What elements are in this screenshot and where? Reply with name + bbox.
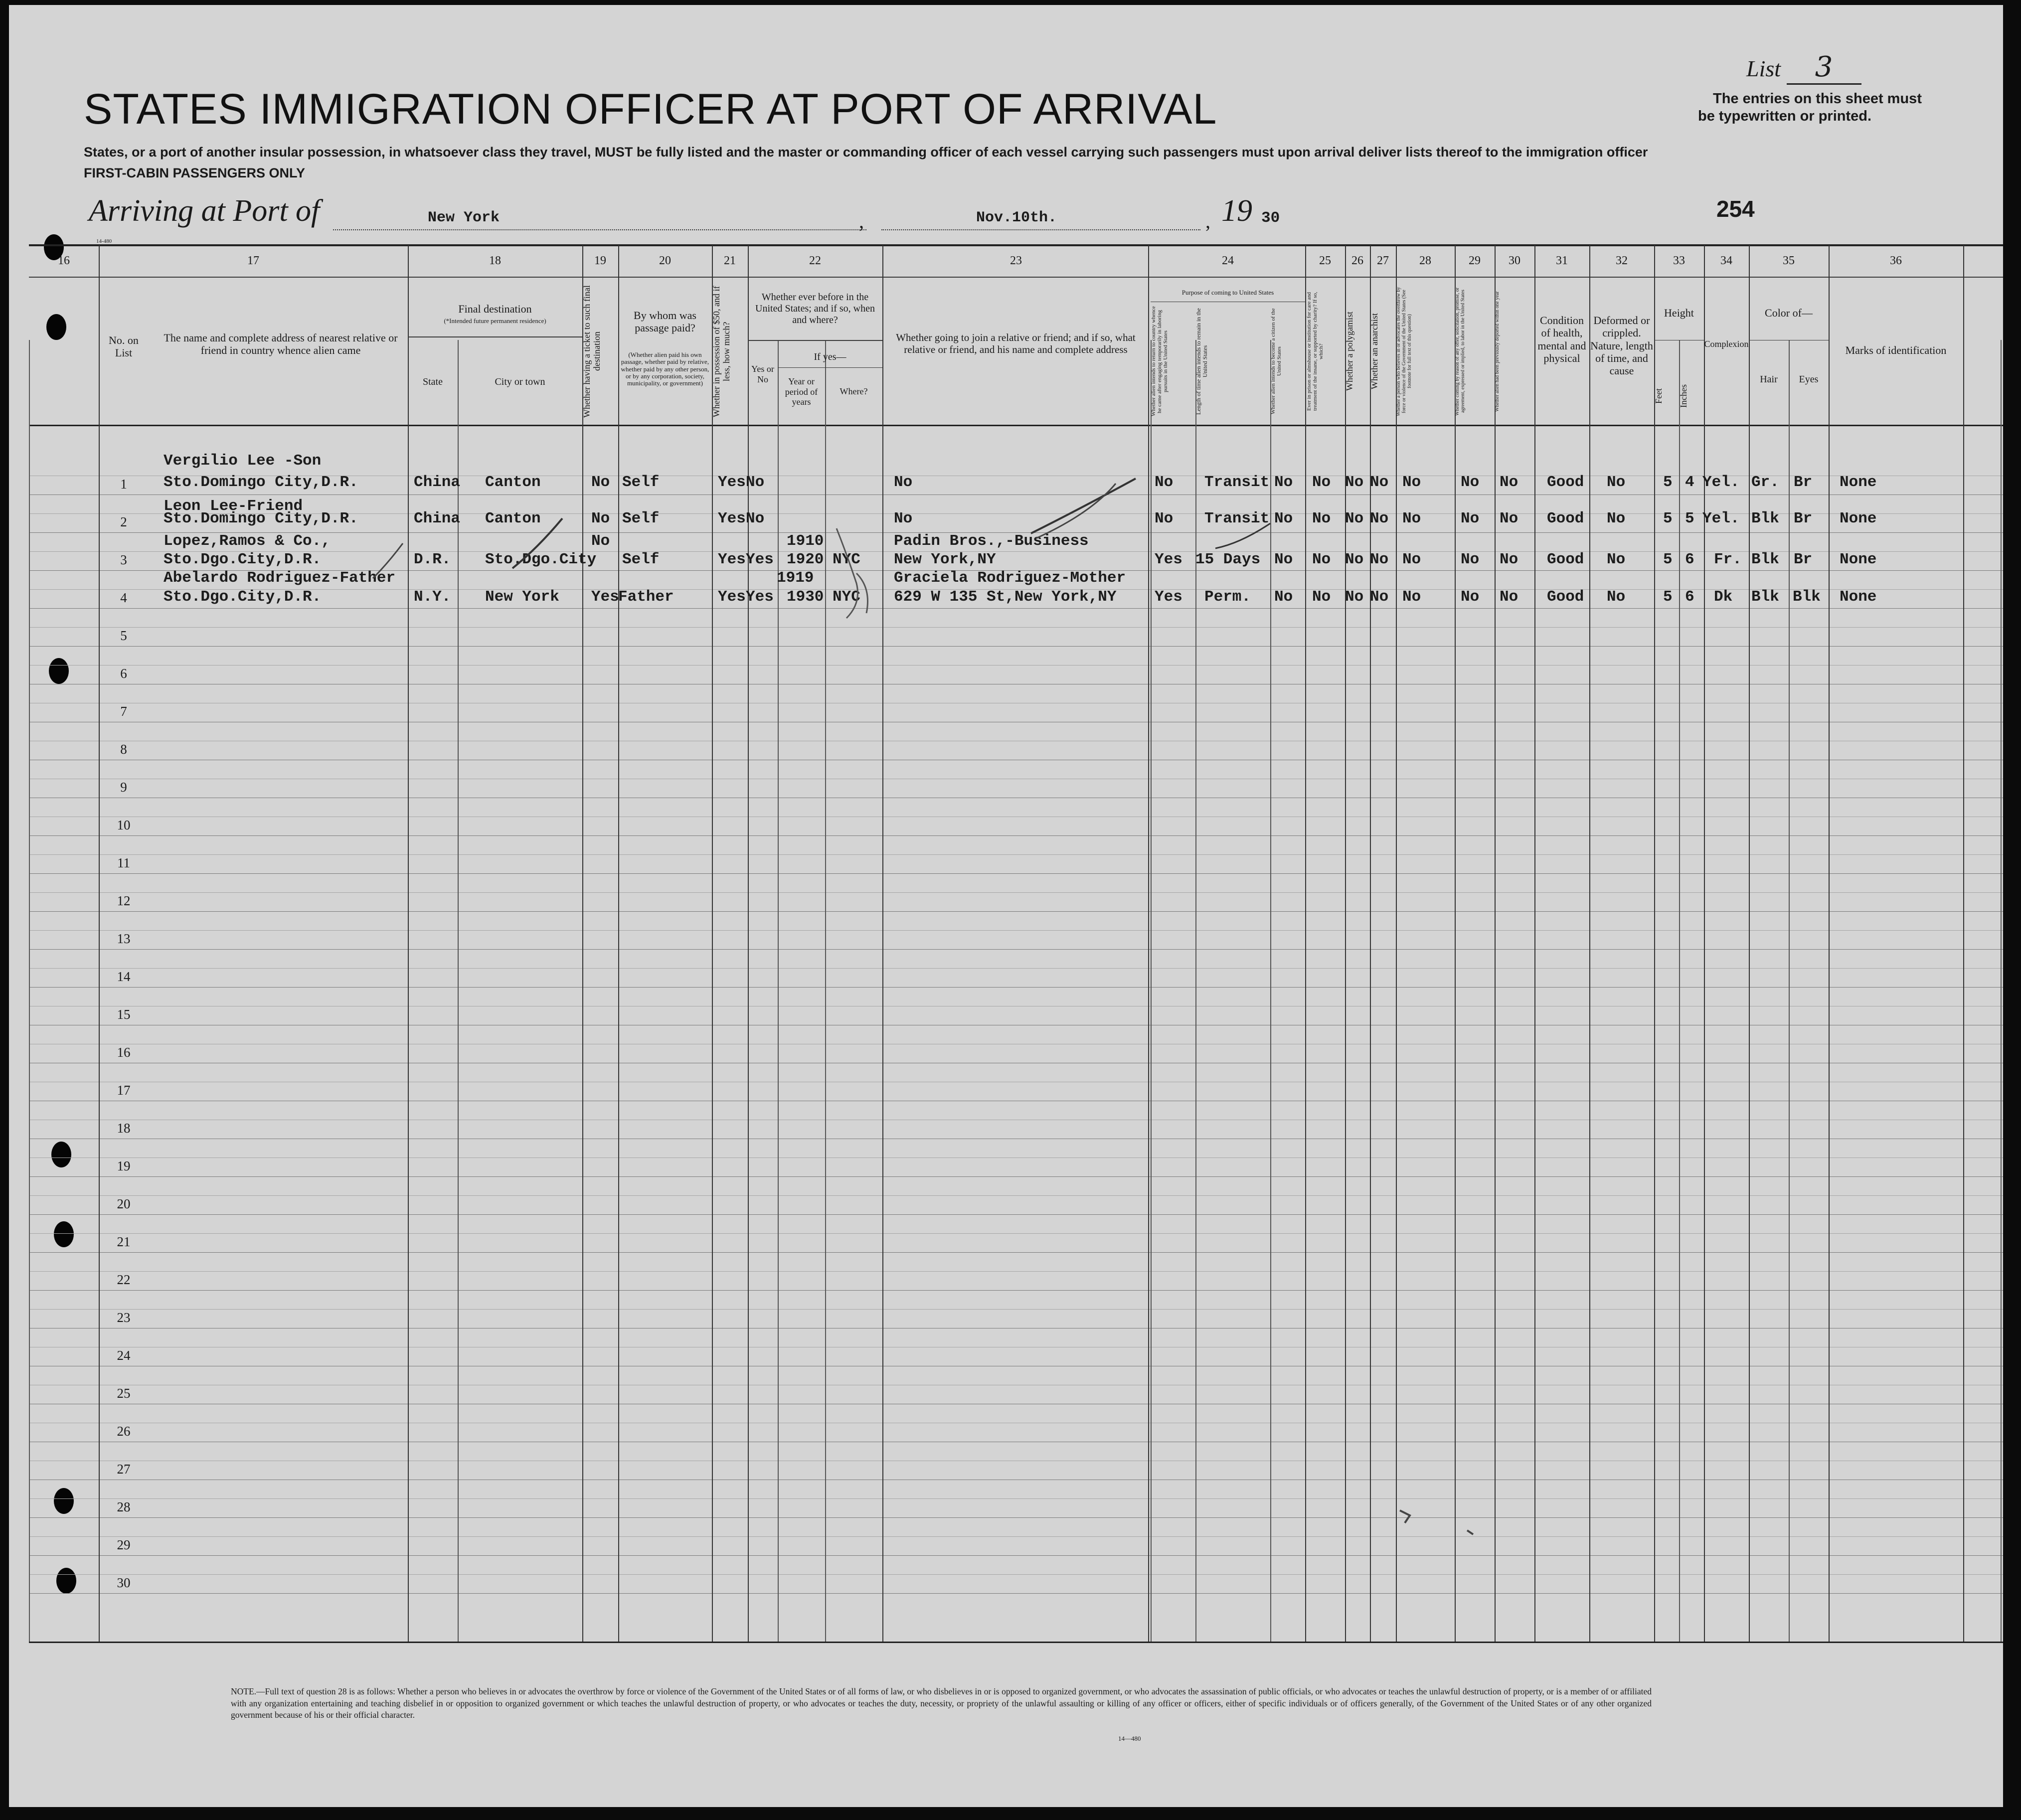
length-cell: 15 Days [1195, 551, 1261, 568]
health-cell: Good [1547, 474, 1584, 491]
inches-cell: 6 [1685, 588, 1694, 606]
header-join-relative: Whether going to join a relative or friend; and if so, what relative or friend, and his name and complete address [896, 331, 1136, 356]
inches-cell: 6 [1685, 551, 1694, 568]
anarchist-cell: No [1370, 588, 1389, 606]
header-feet: Feet [1654, 388, 1664, 404]
header-color-of: Color of— [1765, 307, 1813, 319]
row-number: 7 [120, 704, 127, 719]
state-cell: China [414, 474, 461, 491]
page-subtitle-2: FIRST-CABIN PASSENGERS ONLY [84, 165, 306, 180]
row-number: 13 [117, 931, 131, 946]
row-number: 23 [117, 1310, 131, 1325]
page-number: 254 [1716, 196, 1755, 222]
relative-line2: Sto.Dgo.City,D.R. [164, 551, 322, 568]
row-number: 22 [117, 1272, 131, 1287]
column-number: 30 [1509, 254, 1520, 267]
row-number: 11 [117, 855, 130, 870]
header-hair: Hair [1760, 374, 1778, 385]
year-line1-cell: 1919 [777, 569, 814, 587]
arriving-label: Arriving at Port of [89, 194, 320, 228]
date-comma: , [1205, 210, 1210, 232]
eyes-cell: Blk [1793, 588, 1821, 606]
complexion-cell: Yel. [1702, 510, 1740, 527]
paid-by-cell: Self [622, 474, 660, 491]
state-cell: China [414, 510, 461, 527]
marks-cell: None [1840, 588, 1877, 606]
column-number: 27 [1377, 254, 1389, 267]
header-purpose: Purpose of coming to United States [1181, 289, 1274, 296]
column-number: 24 [1222, 254, 1234, 267]
complexion-cell: Fr. [1714, 551, 1742, 568]
column-number: 22 [809, 254, 821, 267]
eyes-cell: Br [1794, 474, 1813, 491]
citizen-cell: No [1274, 474, 1293, 491]
join-cell: Graciela Rodriguez-Mother [894, 569, 1126, 587]
eyes-cell: Br [1794, 551, 1813, 568]
header-inches: Inches [1679, 384, 1688, 408]
column-number: 26 [1351, 254, 1363, 267]
length-cell: Transit [1204, 474, 1270, 491]
anarchist-cell: No [1370, 510, 1389, 527]
money-cell: Yes [718, 510, 746, 527]
feet-cell: 5 [1663, 551, 1673, 568]
header-final-destination-note: (*Intended future permanent residence) [444, 317, 546, 325]
footnote: NOTE.—Full text of question 28 is as follows: Whether a person who believes in or advocates the overthrow by force or violence of the Government of the United States or of all forms of law, or who disbelieves in or is opposed to organized government, or who advocates the assassination of public officials, or who advocates or teaches the unlawful destruction of property, or is a member of or affiliated with any organization entertaining and teaching disbelief in or opposition to organized government or which teaches the unlawful destruction of property, or who advocates or teaches the duty, necessity, or propriety of the unlawful assaulting or killing of any officer or officers, either of specific individuals or of officers generally, of the Government of the United States or of any other organized government because of his or their official character. [231, 1686, 1652, 1720]
year-line1-cell: 1910 [787, 532, 824, 550]
hair-cell: Blk [1751, 510, 1779, 527]
health-cell: Good [1547, 551, 1584, 568]
deported-cell: No [1500, 551, 1518, 568]
row-number: 12 [117, 893, 131, 908]
relative-line1: Leon Lee-Friend [164, 497, 303, 515]
city-cell: New York [485, 588, 559, 606]
deformed-cell: No [1607, 474, 1626, 491]
column-number: 17 [247, 254, 259, 267]
state-cell: D.R. [414, 551, 451, 568]
column-number: 23 [1010, 254, 1022, 267]
row-number: 5 [120, 628, 127, 643]
prison-cell: No [1312, 588, 1331, 606]
row-number: 27 [117, 1462, 131, 1477]
money-cell: Yes [718, 551, 746, 568]
feet-cell: 5 [1663, 474, 1673, 491]
paid-by-cell: Self [622, 551, 660, 568]
row-number: 3 [120, 552, 127, 567]
column-number: 25 [1319, 254, 1331, 267]
before-cell: No [746, 474, 765, 491]
ticket-cell: No [591, 510, 610, 527]
column-number: 21 [724, 254, 736, 267]
relative-line1: Lopez,Ramos & Co., [164, 532, 331, 550]
relative-line2: Sto.Dgo.City,D.R. [164, 588, 322, 606]
column-number: 16 [58, 254, 70, 267]
header-complexion: Complexion [1704, 339, 1749, 349]
return-cell: No [1155, 474, 1174, 491]
join-cell-line2: New York,NY [894, 551, 996, 568]
column-number: 29 [1469, 254, 1481, 267]
deported-cell: No [1500, 588, 1518, 606]
column-number: 35 [1783, 254, 1795, 267]
overthrow-cell: No [1402, 551, 1421, 568]
row-number: 19 [117, 1158, 131, 1173]
return-cell: No [1155, 510, 1174, 527]
header-where: Where? [840, 386, 868, 396]
row-number: 4 [120, 590, 127, 605]
offer-cell: No [1461, 551, 1480, 568]
typewritten-note-1: The entries on this sheet must [1713, 91, 1922, 107]
header-anarchist: Whether an anarchist [1369, 313, 1379, 390]
column-number: 19 [594, 254, 606, 267]
join-cell: No [894, 474, 913, 491]
page-subtitle: States, or a port of another insular possession, in whatsoever class they travel, MUST be fully listed and the master or commanding officer of each vessel carrying such passengers must upon arrival deliver lists thereof to the immigration officer [84, 145, 1648, 160]
health-cell: Good [1547, 510, 1584, 527]
hair-cell: Gr. [1751, 474, 1779, 491]
header-deported: Whether alien had been previously deported within one year [1495, 291, 1500, 412]
row-number: 8 [120, 742, 127, 757]
polygamist-cell: No [1345, 551, 1364, 568]
deported-cell: No [1500, 510, 1518, 527]
column-number: 31 [1556, 254, 1568, 267]
column-number: 20 [659, 254, 671, 267]
row-number: 16 [117, 1045, 131, 1060]
join-cell: No [894, 510, 913, 527]
row-number: 17 [117, 1083, 131, 1098]
year-prefix: 19 [1221, 194, 1252, 228]
polygamist-cell: No [1345, 474, 1364, 491]
header-money: Whether in possession of $50, and if less, how much? [711, 286, 731, 417]
typewritten-note-2: be typewritten or printed. [1698, 108, 1872, 124]
length-cell: Perm. [1204, 588, 1251, 606]
health-cell: Good [1547, 588, 1584, 606]
citizen-cell: No [1274, 551, 1293, 568]
column-number: 34 [1720, 254, 1732, 267]
money-cell: Yes [718, 474, 746, 491]
handwritten-marks [9, 5, 2003, 1700]
row-number: 9 [120, 780, 127, 795]
row-number: 2 [120, 514, 127, 529]
marks-cell: None [1840, 551, 1877, 568]
ticket-cell: Yes [591, 588, 619, 606]
marks-cell: None [1840, 510, 1877, 527]
length-cell: Transit [1204, 510, 1270, 527]
where-cell: NYC [833, 551, 860, 568]
feet-cell: 5 [1663, 510, 1673, 527]
offer-cell: No [1461, 510, 1480, 527]
row-number: 15 [117, 1007, 131, 1022]
year-suffix: 30 [1261, 209, 1280, 227]
anarchist-cell: No [1370, 551, 1389, 568]
column-number: 33 [1673, 254, 1685, 267]
row-number: 10 [117, 818, 131, 832]
header-if-yes: If yes— [814, 351, 846, 362]
anarchist-cell: No [1370, 474, 1389, 491]
check-mark [373, 543, 403, 578]
check-mark [1215, 523, 1270, 548]
header-length: Length of time alien intends to remain in the United States [1195, 308, 1209, 415]
citizen-cell: No [1274, 510, 1293, 527]
row-number: 6 [120, 666, 127, 681]
eyes-cell: Br [1794, 510, 1813, 527]
marks-cell: None [1840, 474, 1877, 491]
prison-cell: No [1312, 474, 1331, 491]
header-passage-paid-note: (Whether alien paid his own passage, whether paid by relative, whether paid by any other person, or by any corporation, society, municipality, or government) [621, 351, 709, 387]
return-cell: Yes [1155, 588, 1182, 606]
row-number: 21 [117, 1234, 131, 1249]
header-eyes: Eyes [1799, 374, 1819, 385]
paid-by-cell: Father [618, 588, 674, 606]
join-cell-line2: 629 W 135 St,New York,NY [894, 588, 1117, 606]
row-number: 24 [117, 1348, 131, 1363]
money-cell: Yes [718, 588, 746, 606]
header-overthrow: Whether a person who believes in or advocates the overthrow by force or violence of the Government of the United States (See footnote for full text of this question) [1396, 287, 1412, 416]
row-number: 26 [117, 1424, 131, 1439]
relative-line2: Sto.Domingo City,D.R. [164, 510, 358, 527]
inches-cell: 4 [1685, 474, 1694, 491]
year-cell: 1930 [787, 588, 824, 606]
header-state: State [423, 376, 443, 387]
complexion-cell: Dk [1714, 588, 1733, 606]
header-health: Condition of health, mental and physical [1537, 314, 1586, 364]
polygamist-cell: No [1345, 588, 1364, 606]
header-final-destination: Final destination [458, 303, 532, 315]
check-mark [512, 518, 562, 568]
overthrow-cell: No [1402, 588, 1421, 606]
relative-line1: Abelardo Rodriguez-Father [164, 569, 396, 587]
offer-cell: No [1461, 588, 1480, 606]
header-prison: Ever in prison or almshouse or institution for care and treatment of the insane, or supported by charity? If so, which? [1306, 292, 1325, 411]
hair-cell: Blk [1751, 551, 1779, 568]
page-title: STATES IMMIGRATION OFFICER AT PORT OF ARRIVAL [84, 85, 1217, 133]
deformed-cell: No [1607, 510, 1626, 527]
row-number: 25 [117, 1386, 131, 1401]
state-cell: N.Y. [414, 588, 451, 606]
row-number: 18 [117, 1121, 131, 1136]
ticket-cell: No [591, 532, 610, 550]
column-number: 28 [1419, 254, 1431, 267]
port-comma: , [859, 210, 864, 232]
header-passage-paid: By whom was passage paid? [634, 309, 696, 334]
smudge-mark [1400, 1510, 1473, 1534]
prison-cell: No [1312, 551, 1331, 568]
overthrow-cell: No [1402, 510, 1421, 527]
header-yes-no: Yes or No [751, 364, 774, 384]
column-number: 18 [489, 254, 501, 267]
form-code: 14-480 [96, 238, 112, 244]
relative-line1: Vergilio Lee -Son [164, 452, 322, 470]
polygamist-cell: No [1345, 510, 1364, 527]
check-mark [1031, 479, 1136, 533]
header-return: Whether alien intends to return to country whence he came after engaging temporarily in laboring pursuits in the United States [1151, 306, 1169, 417]
row-number: 14 [117, 969, 131, 984]
feet-cell: 5 [1663, 588, 1673, 606]
list-label: List 3 [1746, 51, 1861, 85]
header-offer: Whether coming by reason of any offer, solicitation, promise, or agreement, expressed or implied, to labor in the United States [1455, 287, 1466, 416]
column-number: 32 [1616, 254, 1628, 267]
year-cell: 1920 [787, 551, 824, 568]
return-cell: Yes [1155, 551, 1182, 568]
deformed-cell: No [1607, 551, 1626, 568]
city-cell: Canton [485, 510, 541, 527]
before-cell: Yes [746, 588, 774, 606]
column-number: 36 [1890, 254, 1902, 267]
header-ticket: Whether having a ticket to such final destination [582, 285, 602, 418]
before-cell: No [746, 510, 765, 527]
list-number: 3 [1787, 51, 1861, 85]
join-cell: Padin Bros.,-Business [894, 532, 1089, 550]
deformed-cell: No [1607, 588, 1626, 606]
header-before-us: Whether ever before in the United States; and if so, when and where? [755, 292, 875, 326]
row-number: 29 [117, 1537, 131, 1552]
header-height: Height [1664, 307, 1694, 319]
port-field: New York [428, 209, 500, 226]
paid-by-cell: Self [622, 510, 660, 527]
ticket-cell: No [591, 474, 610, 491]
complexion-cell: Yel. [1702, 474, 1740, 491]
header-marks: Marks of identification [1845, 344, 1947, 356]
before-cell: Yes [746, 551, 774, 568]
city-cell: Sto.Dgo.City [485, 551, 597, 568]
manifest-sheet [9, 5, 2003, 1807]
citizen-cell: No [1274, 588, 1293, 606]
offer-cell: No [1461, 474, 1480, 491]
header-relative: The name and complete address of nearest relative or friend in country whence alien came [164, 331, 398, 357]
deported-cell: No [1500, 474, 1518, 491]
row-number: 28 [117, 1499, 131, 1514]
row-number: 30 [117, 1575, 131, 1590]
header-citizen: Whether alien intends to become a citizen of the United States [1270, 308, 1283, 415]
header-polygamist: Whether a polygamist [1345, 312, 1354, 391]
relative-line2: Sto.Domingo City,D.R. [164, 474, 358, 491]
prison-cell: No [1312, 510, 1331, 527]
hair-cell: Blk [1751, 588, 1779, 606]
city-cell: Canton [485, 474, 541, 491]
overthrow-cell: No [1402, 474, 1421, 491]
row-number: 1 [120, 477, 127, 492]
footnote-code: 14—480 [1118, 1735, 1141, 1742]
header-year: Year or period of years [785, 376, 818, 407]
inches-cell: 5 [1685, 510, 1694, 527]
header-no-on-list: No. on List [109, 334, 139, 359]
header-deformed: Deformed or crippled. Nature, length of time, and cause [1590, 314, 1653, 377]
date-field: Nov.10th. [976, 209, 1057, 226]
row-number: 20 [117, 1196, 131, 1211]
header-city: City or town [495, 376, 545, 387]
check-mark [837, 528, 858, 618]
where-cell: NYC [833, 588, 860, 606]
